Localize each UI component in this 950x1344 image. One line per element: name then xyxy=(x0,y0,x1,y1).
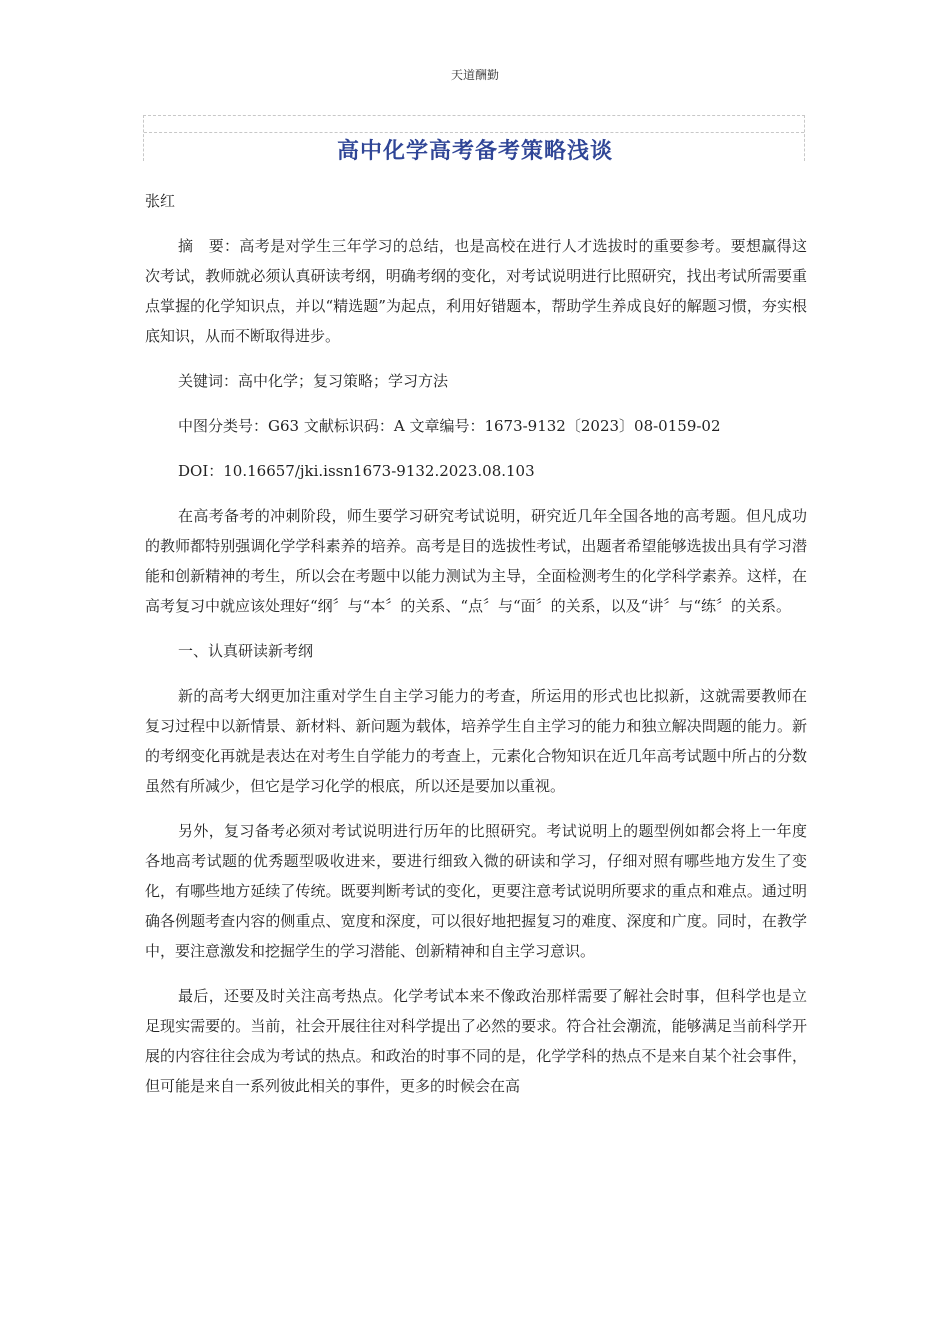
page-header: 天道酬勤 xyxy=(450,68,499,82)
article-title: 高中化学高考备考策略浅谈 xyxy=(336,139,613,164)
paragraph: 在高考备考的冲刺阶段，师生要学习研究考试说明，研究近几年全国各地的高考题。但凡成功的教师都特别强调化学学科素养的培养。高考是目的选拔性考试，出题者希望能够选拔出具有学习潜能和创新精神的考生，所以会在考题中以能力测试为主导，全面检测考生的化学科学素养。这样，在高考复习中就应该处理好“纲〞与“本〞的关系、“点〞与“面〞的关系，以及“讲〞与“练〞的关系。 xyxy=(145,507,807,615)
paragraph: 新的高考大纲更加注重对学生自主学习能力的考查，所运用的形式也比拟新，这就需要教师在复习过程中以新情景、新材料、新问题为载体，培养学生自主学习的能力和独立解决問题的能力。新的考纲变化再就是表达在对考生自学能力的考查上，元素化合物知识在近几年高考试题中所占的分数虽然有所减少，但它是学习化学的根底，所以还是要加以重视。 xyxy=(145,687,807,795)
abstract: 摘 要：高考是对学生三年学习的总结，也是高校在进行人才选拔时的重要参考。要想赢得这次考试，教师就必须认真研读考纲，明确考纲的变化，对考试说明进行比照研究，找出考试所需要重点掌握的化学知识点，并以“精选题”为起点，利用好错题本，帮助学生养成良好的解题习惯，夯实根底知识，从而不断取得进步。 xyxy=(145,237,807,345)
section-heading: 一、认真研读新考纲 xyxy=(178,642,314,660)
paragraph: 最后，还要及时关注高考热点。化学考试本来不像政治那样需要了解社会时事，但科学也是立足现实需要的。当前，社会开展往往对科学提出了必然的要求。符合社会潮流，能够满足当前科学开展的内容往往会成为考试的热点。和政治的时事不同的是，化学学科的热点不是来自某个社会事件，但可能是来自一系列彼此相关的事件，更多的时候会在高 xyxy=(145,987,807,1095)
author: 张红 xyxy=(145,192,176,210)
paragraph: 另外，复习备考必须对考试说明进行历年的比照研究。考试说明上的题型例如都会将上一年度各地高考试题的优秀题型吸收进来，要进行细致入微的研读和学习，仔细对照有哪些地方发生了变化，有哪些地方延续了传统。既要判断考试的变化，更要注意考试说明所要求的重点和难点。通过明确各例题考查内容的侧重点、宽度和深度，可以很好地把握复习的难度、深度和广度。同时，在教学中，要注意激发和挖掘学生的学习潜能、创新精神和自主学习意识。 xyxy=(145,822,807,960)
article-body xyxy=(145,186,807,1116)
keywords: 关键词：高中化学；复习策略；学习方法 xyxy=(178,372,449,390)
classification: 中图分类号：G63 文献标识码：A 文章编号：1673-9132〔2023〕08-0159-02 xyxy=(178,417,721,435)
doi: DOI：10.16657/jki.issn1673-9132.2023.08.103 xyxy=(178,462,535,480)
